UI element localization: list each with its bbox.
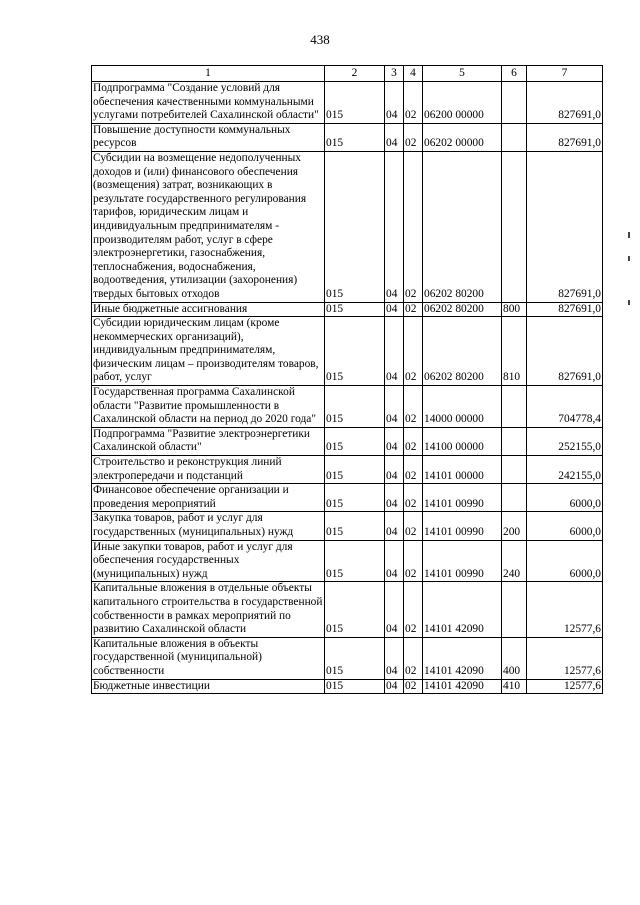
subsection-code: 02 bbox=[404, 82, 423, 124]
section-code: 04 bbox=[385, 582, 404, 637]
subsection-code: 02 bbox=[404, 679, 423, 694]
row-name: Строительство и реконструкция линий электропередачи и подстанций bbox=[92, 456, 325, 484]
expense-type-code: 240 bbox=[502, 540, 527, 582]
target-article-code: 06202 80200 bbox=[423, 317, 502, 386]
ministry-code: 015 bbox=[325, 302, 385, 317]
subsection-code: 02 bbox=[404, 582, 423, 637]
table-row bbox=[92, 427, 603, 455]
column-header: 6 bbox=[502, 66, 527, 82]
amount: 704778,4 bbox=[527, 386, 603, 428]
scan-mark bbox=[628, 300, 630, 305]
column-header: 7 bbox=[527, 66, 603, 82]
ministry-code: 015 bbox=[325, 456, 385, 484]
table-row bbox=[92, 82, 603, 124]
header-row bbox=[92, 66, 603, 82]
expense-type-code: 810 bbox=[502, 317, 527, 386]
table-row bbox=[92, 123, 603, 151]
target-article-code: 14101 00000 bbox=[423, 456, 502, 484]
section-code: 04 bbox=[385, 302, 404, 317]
row-name: Закупка товаров, работ и услуг для государственных (муниципальных) нужд bbox=[92, 512, 325, 540]
page-number: 438 bbox=[310, 32, 330, 47]
target-article-code: 14101 42090 bbox=[423, 582, 502, 637]
expense-type-code bbox=[502, 484, 527, 512]
expense-type-code: 400 bbox=[502, 637, 527, 679]
row-name: Капитальные вложения в объекты государственной (муниципальной) собственности bbox=[92, 637, 325, 679]
amount: 827691,0 bbox=[527, 151, 603, 302]
expense-type-code: 410 bbox=[502, 679, 527, 694]
ministry-code: 015 bbox=[325, 151, 385, 302]
row-name: Бюджетные инвестиции bbox=[92, 679, 325, 694]
row-name: Повышение доступности коммунальных ресурсов bbox=[92, 123, 325, 151]
amount: 12577,6 bbox=[527, 582, 603, 637]
target-article-code: 14101 42090 bbox=[423, 679, 502, 694]
ministry-code: 015 bbox=[325, 123, 385, 151]
section-code: 04 bbox=[385, 637, 404, 679]
target-article-code: 14000 00000 bbox=[423, 386, 502, 428]
amount: 827691,0 bbox=[527, 317, 603, 386]
column-header: 4 bbox=[404, 66, 423, 82]
amount: 827691,0 bbox=[527, 123, 603, 151]
row-name: Субсидии на возмещение недополученных доходов и (или) финансового обеспечения (возмещения) затрат, возникающих в результате государственного регулирования тарифов, юридическим лицам и индивидуальным предпринимателям - производителям работ, услуг в сфере электроэнергетики, газоснабжения, теплоснабжения, водоснабжения, водоотведения, утилизации (захоронения) твердых бытовых отходов bbox=[92, 151, 325, 302]
table-row bbox=[92, 679, 603, 694]
section-code: 04 bbox=[385, 151, 404, 302]
target-article-code: 14101 00990 bbox=[423, 540, 502, 582]
expense-type-code: 200 bbox=[502, 512, 527, 540]
row-name: Иные бюджетные ассигнования bbox=[92, 302, 325, 317]
section-code: 04 bbox=[385, 456, 404, 484]
target-article-code: 14101 00990 bbox=[423, 484, 502, 512]
ministry-code: 015 bbox=[325, 386, 385, 428]
target-article-code: 14101 00990 bbox=[423, 512, 502, 540]
expense-type-code: 800 bbox=[502, 302, 527, 317]
budget-table bbox=[91, 65, 603, 694]
ministry-code: 015 bbox=[325, 679, 385, 694]
scan-mark bbox=[628, 256, 630, 261]
section-code: 04 bbox=[385, 82, 404, 124]
subsection-code: 02 bbox=[404, 484, 423, 512]
column-header: 5 bbox=[423, 66, 502, 82]
row-name: Подпрограмма "Развитие электроэнергетики Сахалинской области" bbox=[92, 427, 325, 455]
table-row bbox=[92, 456, 603, 484]
table-row bbox=[92, 512, 603, 540]
amount: 6000,0 bbox=[527, 540, 603, 582]
subsection-code: 02 bbox=[404, 317, 423, 386]
target-article-code: 14100 00000 bbox=[423, 427, 502, 455]
target-article-code: 06202 80200 bbox=[423, 302, 502, 317]
subsection-code: 02 bbox=[404, 540, 423, 582]
expense-type-code bbox=[502, 427, 527, 455]
column-header: 3 bbox=[385, 66, 404, 82]
row-name: Субсидии юридическим лицам (кроме некоммерческих организаций), индивидуальным предпринимателям, физическим лицам – производителям товаров, работ, услуг bbox=[92, 317, 325, 386]
table-row bbox=[92, 302, 603, 317]
section-code: 04 bbox=[385, 123, 404, 151]
amount: 827691,0 bbox=[527, 82, 603, 124]
ministry-code: 015 bbox=[325, 540, 385, 582]
ministry-code: 015 bbox=[325, 582, 385, 637]
ministry-code: 015 bbox=[325, 637, 385, 679]
subsection-code: 02 bbox=[404, 512, 423, 540]
expense-type-code bbox=[502, 582, 527, 637]
subsection-code: 02 bbox=[404, 302, 423, 317]
table-row bbox=[92, 386, 603, 428]
table-row bbox=[92, 484, 603, 512]
section-code: 04 bbox=[385, 427, 404, 455]
section-code: 04 bbox=[385, 679, 404, 694]
subsection-code: 02 bbox=[404, 386, 423, 428]
expense-type-code bbox=[502, 456, 527, 484]
amount: 252155,0 bbox=[527, 427, 603, 455]
column-header: 1 bbox=[92, 66, 325, 82]
section-code: 04 bbox=[385, 317, 404, 386]
table-row bbox=[92, 582, 603, 637]
table-row bbox=[92, 540, 603, 582]
expense-type-code bbox=[502, 151, 527, 302]
ministry-code: 015 bbox=[325, 484, 385, 512]
target-article-code: 06202 00000 bbox=[423, 123, 502, 151]
table-row bbox=[92, 151, 603, 302]
expense-type-code bbox=[502, 82, 527, 124]
row-name: Подпрограмма "Создание условий для обеспечения качественными коммунальными услугами потребителей Сахалинской области" bbox=[92, 82, 325, 124]
row-name: Иные закупки товаров, работ и услуг для обеспечения государственных (муниципальных) нужд bbox=[92, 540, 325, 582]
row-name: Капитальные вложения в отдельные объекты капитального строительства в государственной собственности в рамках мероприятий по развитию Сахалинской области bbox=[92, 582, 325, 637]
subsection-code: 02 bbox=[404, 123, 423, 151]
ministry-code: 015 bbox=[325, 82, 385, 124]
amount: 6000,0 bbox=[527, 484, 603, 512]
subsection-code: 02 bbox=[404, 427, 423, 455]
section-code: 04 bbox=[385, 386, 404, 428]
scan-mark bbox=[628, 232, 630, 238]
amount: 12577,6 bbox=[527, 679, 603, 694]
subsection-code: 02 bbox=[404, 456, 423, 484]
section-code: 04 bbox=[385, 484, 404, 512]
table-row bbox=[92, 317, 603, 386]
ministry-code: 015 bbox=[325, 427, 385, 455]
column-header: 2 bbox=[325, 66, 385, 82]
target-article-code: 14101 42090 bbox=[423, 637, 502, 679]
section-code: 04 bbox=[385, 540, 404, 582]
ministry-code: 015 bbox=[325, 512, 385, 540]
expense-type-code bbox=[502, 123, 527, 151]
row-name: Государственная программа Сахалинской области "Развитие промышленности в Сахалинской области на период до 2020 года" bbox=[92, 386, 325, 428]
amount: 242155,0 bbox=[527, 456, 603, 484]
subsection-code: 02 bbox=[404, 151, 423, 302]
amount: 827691,0 bbox=[527, 302, 603, 317]
amount: 12577,6 bbox=[527, 637, 603, 679]
expense-type-code bbox=[502, 386, 527, 428]
amount: 6000,0 bbox=[527, 512, 603, 540]
target-article-code: 06202 80200 bbox=[423, 151, 502, 302]
section-code: 04 bbox=[385, 512, 404, 540]
ministry-code: 015 bbox=[325, 317, 385, 386]
target-article-code: 06200 00000 bbox=[423, 82, 502, 124]
row-name: Финансовое обеспечение организации и проведения мероприятий bbox=[92, 484, 325, 512]
subsection-code: 02 bbox=[404, 637, 423, 679]
table-row bbox=[92, 637, 603, 679]
